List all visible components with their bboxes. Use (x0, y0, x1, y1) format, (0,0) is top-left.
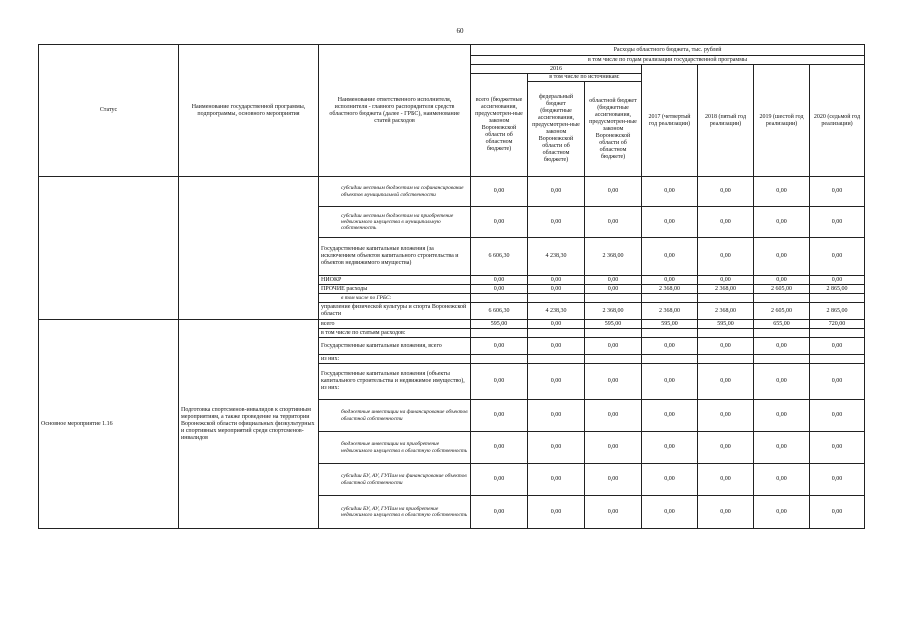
program-name-cell (179, 177, 319, 320)
expense-item-label: субсидии местным бюджетам на софинансирование объектов муниципальной собственности (319, 177, 471, 207)
value-cell: 0,00 (642, 496, 698, 529)
value-cell: 0,00 (642, 276, 698, 285)
value-cell: 0,00 (754, 338, 810, 355)
value-cell: 2 865,00 (810, 285, 865, 294)
expense-item-label: Государственные капитальные вложения (за исключением объектов капитального строительства и объектов недвижимого имущества) (319, 238, 471, 276)
header-2018: 2018 (пятый год реализации) (698, 65, 754, 177)
value-cell: 0,00 (754, 238, 810, 276)
table-row (39, 177, 865, 207)
value-cell: 0,00 (698, 496, 754, 529)
header-2017: 2017 (четвертый год реализации) (642, 65, 698, 177)
value-cell: 0,00 (471, 496, 528, 529)
value-cell (754, 329, 810, 338)
value-cell (810, 329, 865, 338)
value-cell: 0,00 (754, 464, 810, 496)
value-cell: 655,00 (754, 320, 810, 329)
value-cell: 2 605,00 (754, 303, 810, 320)
value-cell: 0,00 (585, 177, 642, 207)
header-program-name: Наименование государственной программы, подпрограммы, основного мероприятия (179, 45, 319, 177)
value-cell: 595,00 (698, 320, 754, 329)
value-cell: 0,00 (698, 364, 754, 400)
value-cell: 0,00 (471, 285, 528, 294)
value-cell: 0,00 (471, 207, 528, 238)
value-cell (698, 329, 754, 338)
value-cell: 0,00 (810, 364, 865, 400)
table-body (39, 177, 865, 529)
value-cell (528, 329, 585, 338)
value-cell (698, 355, 754, 364)
header-regional: областной бюджет (бюджетные ассигнования, предусмотрен-ные законом Воронежской области об областном бюджете) (585, 82, 642, 177)
value-cell: 0,00 (528, 496, 585, 529)
value-cell: 2 368,00 (698, 303, 754, 320)
header-executor: Наименование ответственного исполнителя, исполнителя - главного распорядителя средств областного бюджета (далее - ГРБС), наименование статей расходов (319, 45, 471, 177)
value-cell: 0,00 (471, 276, 528, 285)
expense-item-label: Государственные капитальные вложения (объекты капитального строительства и недвижимое имущество), из них: (319, 364, 471, 400)
value-cell (471, 329, 528, 338)
value-cell: 0,00 (754, 400, 810, 432)
value-cell: 0,00 (698, 177, 754, 207)
value-cell: 6 606,30 (471, 238, 528, 276)
value-cell: 0,00 (698, 464, 754, 496)
value-cell (642, 329, 698, 338)
value-cell: 0,00 (810, 338, 865, 355)
value-cell: 4 238,30 (528, 303, 585, 320)
expense-item-label: ПРОЧИЕ расходы (319, 285, 471, 294)
value-cell (528, 355, 585, 364)
value-cell: 595,00 (471, 320, 528, 329)
value-cell: 0,00 (754, 364, 810, 400)
value-cell (754, 355, 810, 364)
value-cell: 0,00 (698, 432, 754, 464)
value-cell (585, 355, 642, 364)
header-2020: 2020 (седьмой год реализации) (810, 65, 865, 177)
value-cell: 0,00 (810, 400, 865, 432)
value-cell: 2 368,00 (585, 303, 642, 320)
value-cell (642, 355, 698, 364)
expense-item-label: субсидии местным бюджетам на приобретение недвижимого имущества в муниципальную собственность (319, 207, 471, 238)
value-cell: 0,00 (585, 285, 642, 294)
value-cell: 0,00 (528, 177, 585, 207)
expense-item-label: субсидии БУ, АУ, ГУПам на финансирование объектов областной собственности (319, 464, 471, 496)
header-expenses-title: Расходы областного бюджета, тыс. рублей (471, 45, 865, 56)
value-cell: 0,00 (528, 432, 585, 464)
value-cell: 6 606,30 (471, 303, 528, 320)
value-cell: 0,00 (698, 207, 754, 238)
value-cell (528, 294, 585, 303)
main-event-status: Основное мероприятие 1.16 (39, 320, 179, 529)
value-cell: 0,00 (698, 238, 754, 276)
value-cell: 0,00 (585, 496, 642, 529)
value-cell: 0,00 (642, 207, 698, 238)
value-cell: 0,00 (810, 496, 865, 529)
value-cell (754, 294, 810, 303)
value-cell: 0,00 (528, 464, 585, 496)
header-2019: 2019 (шестой год реализации) (754, 65, 810, 177)
header-year-2016: 2016 (471, 65, 642, 74)
page-number: 60 (456, 27, 464, 35)
value-cell: 0,00 (642, 432, 698, 464)
value-cell: 0,00 (642, 464, 698, 496)
value-cell (810, 355, 865, 364)
value-cell: 2 368,00 (642, 285, 698, 294)
value-cell: 0,00 (528, 285, 585, 294)
expense-item-label: НИОКР (319, 276, 471, 285)
value-cell: 0,00 (528, 276, 585, 285)
expense-item-label: Государственные капитальные вложения, всего (319, 338, 471, 355)
value-cell: 0,00 (471, 432, 528, 464)
table-header (39, 45, 865, 177)
header-by-years: в том числе по годам реализации государственной программы (471, 56, 865, 65)
value-cell: 0,00 (642, 338, 698, 355)
header-federal: федеральный бюджет (бюджетные ассигнования, предусмотрен-ные законом Воронежской области об областном бюджете) (528, 82, 585, 177)
status-cell (39, 177, 179, 320)
value-cell (585, 294, 642, 303)
expense-item-label: из них: (319, 355, 471, 364)
value-cell: 0,00 (585, 464, 642, 496)
value-cell: 0,00 (585, 364, 642, 400)
value-cell (642, 294, 698, 303)
value-cell: 0,00 (698, 338, 754, 355)
value-cell: 0,00 (471, 338, 528, 355)
value-cell: 0,00 (528, 400, 585, 432)
value-cell: 0,00 (528, 207, 585, 238)
value-cell: 0,00 (810, 276, 865, 285)
expense-item-label: субсидии БУ, АУ, ГУПам на приобретение недвижимого имущества в областную собственность (319, 496, 471, 529)
value-cell: 0,00 (810, 238, 865, 276)
value-cell: 0,00 (585, 432, 642, 464)
value-cell: 0,00 (471, 177, 528, 207)
value-cell: 0,00 (754, 432, 810, 464)
header-total: всего (бюджетные ассигнования, предусмотрен-ные законом Воронежской области об областном бюджете) (471, 74, 528, 177)
value-cell: 0,00 (528, 320, 585, 329)
value-cell (698, 294, 754, 303)
value-cell: 595,00 (585, 320, 642, 329)
value-cell: 0,00 (585, 400, 642, 432)
value-cell: 0,00 (585, 276, 642, 285)
value-cell (585, 329, 642, 338)
value-cell: 2 605,00 (754, 285, 810, 294)
value-cell (810, 294, 865, 303)
value-cell: 0,00 (585, 207, 642, 238)
value-cell: 0,00 (528, 338, 585, 355)
value-cell: 4 238,30 (528, 238, 585, 276)
value-cell: 595,00 (642, 320, 698, 329)
value-cell: 0,00 (754, 207, 810, 238)
value-cell: 0,00 (528, 364, 585, 400)
header-by-sources: в том числе по источникам: (528, 74, 642, 82)
value-cell: 0,00 (810, 432, 865, 464)
value-cell: 720,00 (810, 320, 865, 329)
value-cell: 0,00 (471, 400, 528, 432)
expense-item-label: бюджетные инвестиции на приобретение недвижимого имущества в областную собственность (319, 432, 471, 464)
value-cell: 0,00 (642, 364, 698, 400)
value-cell: 0,00 (810, 207, 865, 238)
value-cell: 2 368,00 (698, 285, 754, 294)
header-status: Статус (39, 45, 179, 177)
value-cell: 0,00 (754, 276, 810, 285)
table-row (39, 320, 865, 329)
expense-item-label: всего (319, 320, 471, 329)
value-cell: 0,00 (754, 177, 810, 207)
expense-item-label: управление физической культуры и спорта Воронежской области (319, 303, 471, 320)
expense-item-label: в том числе по статьям расходов: (319, 329, 471, 338)
value-cell: 0,00 (810, 464, 865, 496)
value-cell: 0,00 (642, 238, 698, 276)
value-cell: 0,00 (585, 338, 642, 355)
value-cell: 0,00 (642, 177, 698, 207)
value-cell (471, 355, 528, 364)
value-cell: 0,00 (754, 496, 810, 529)
main-event-name: Подготовка спортсменов-инвалидов к спортивным мероприятиям, а также проведение на территории Воронежской области официальных физкультурных и спортивных мероприятий среди спортсменов-инвалидов (179, 320, 319, 529)
expense-item-label: в том числе по ГРБС: (319, 294, 471, 303)
budget-table (38, 44, 865, 529)
value-cell: 2 368,00 (642, 303, 698, 320)
value-cell: 0,00 (810, 177, 865, 207)
value-cell: 2 865,00 (810, 303, 865, 320)
value-cell: 0,00 (471, 464, 528, 496)
value-cell: 0,00 (642, 400, 698, 432)
value-cell: 0,00 (698, 276, 754, 285)
value-cell: 0,00 (471, 364, 528, 400)
expense-item-label: бюджетные инвестиции на финансирование объектов областной собственности (319, 400, 471, 432)
value-cell: 0,00 (698, 400, 754, 432)
value-cell (471, 294, 528, 303)
value-cell: 2 368,00 (585, 238, 642, 276)
